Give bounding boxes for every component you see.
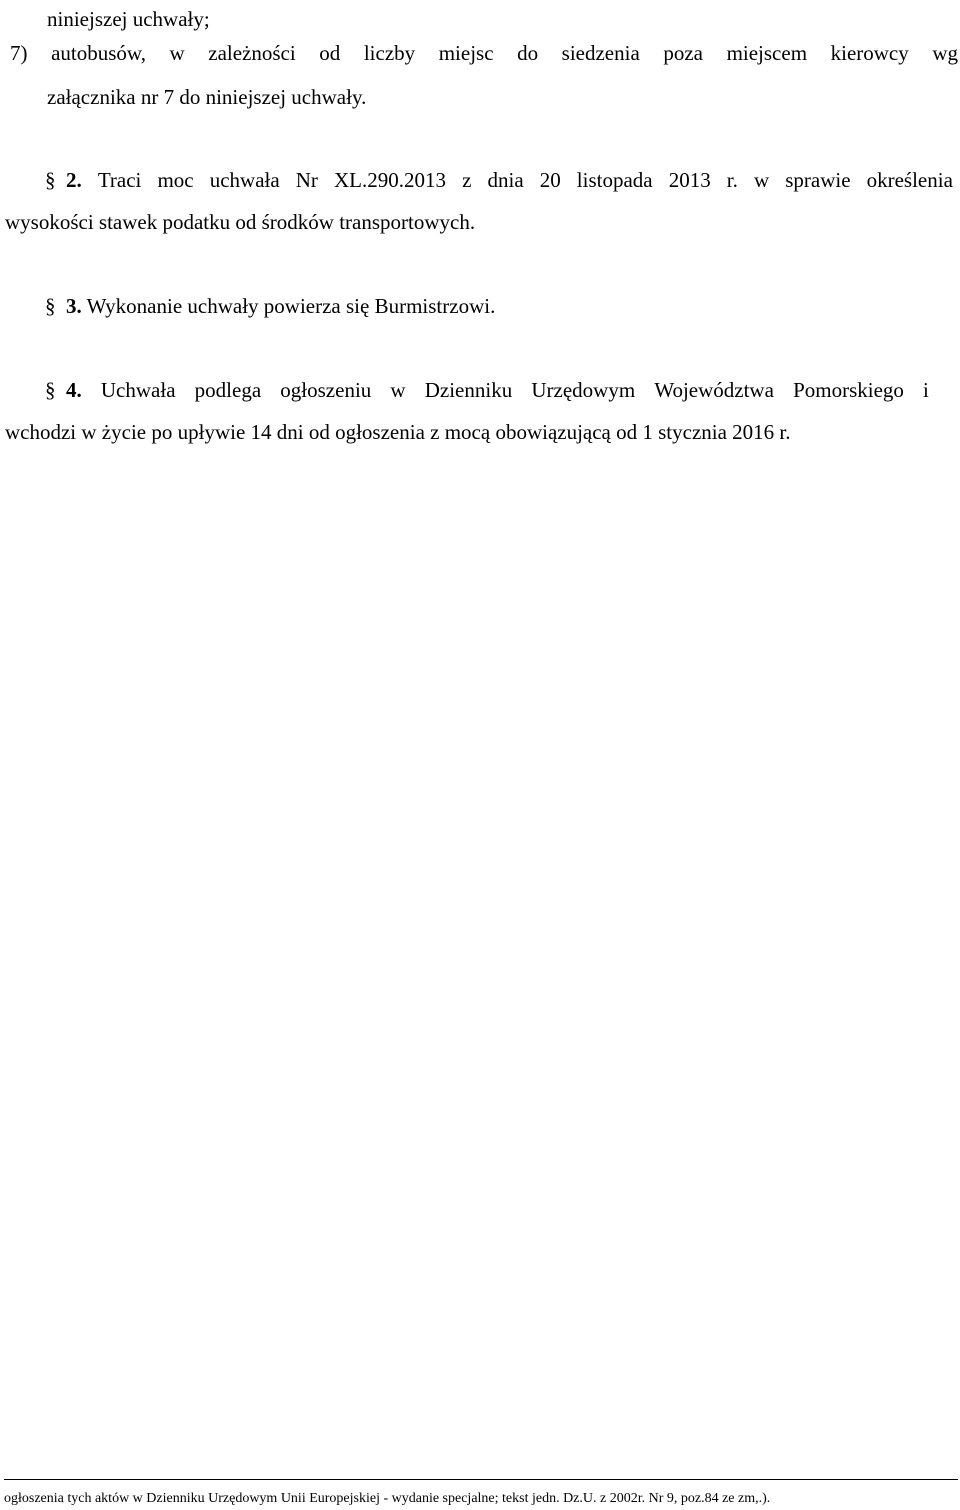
word: moc [157,168,194,192]
list-item-7-line-2: załącznika nr 7 do niniejszej uchwały. [47,85,367,109]
section-4-heading [45,377,82,403]
word: XL.290.2013 [334,168,446,192]
word: do [517,41,539,65]
word: od [319,41,341,65]
word: ogłoszeniu [280,378,372,402]
word: określenia [866,168,953,192]
word: autobusów, [51,41,146,65]
section-sign-icon: § [45,378,56,402]
section-4-line-1 [45,377,929,403]
section-2-line-2: wysokości stawek podatku od środków transportowych. [5,210,476,234]
word: sprawie [785,168,851,192]
word: miejscem [726,41,808,65]
section-sign-icon: § [45,294,56,318]
list-item-7-line-1 [10,40,958,66]
word: listopada [576,168,653,192]
word: z [462,168,472,192]
section-4-line-2: wchodzi w życie po upływie 14 dni od ogłoszenia z mocą obowiązującą od 1 stycznia 2016 r. [5,420,791,444]
word: i [923,378,929,402]
section-number: 3. [66,294,82,318]
word: Traci [97,168,142,192]
word: uchwała [209,168,280,192]
word: kierowcy [830,41,909,65]
word: Uchwała [100,378,176,402]
section-3-line [45,293,495,319]
word: poza [663,41,703,65]
section-number: 4. [66,378,82,402]
footnote-text: ogłoszenia tych aktów w Dzienniku Urzędowym Unii Europejskiej - wydanie specjalne; tekst jedn. Dz.U. z 2002r. Nr 9, poz.84 ze zm,.). [4,1491,771,1506]
section-number: 2. [66,168,82,192]
section-2-line-1 [45,167,953,193]
word: miejsc [438,41,494,65]
word: w [390,378,406,402]
word: liczby [363,41,416,65]
word: zależności [208,41,296,65]
word: w [753,168,770,192]
word: Dzienniku [424,378,513,402]
word: Województwa [654,378,774,402]
list-item-number: 7) [10,41,28,65]
word: r. [726,168,738,192]
word: wg [932,41,958,65]
word: Nr [295,168,318,192]
word: Urzędowym [531,378,636,402]
footnote-separator [4,1479,958,1480]
word: podlega [194,378,262,402]
word: Pomorskiego [793,378,904,402]
section-sign-icon: § [45,168,56,192]
word: 2013 [668,168,711,192]
word: siedzenia [561,41,640,65]
word: w [169,41,185,65]
text-line-continuation: niniejszej uchwały; [47,7,210,31]
word: 20 [539,168,561,192]
section-3-text: Wykonanie uchwały powierza się Burmistrzowi. [81,294,496,318]
word: dnia [487,168,524,192]
section-2-heading [45,167,82,193]
